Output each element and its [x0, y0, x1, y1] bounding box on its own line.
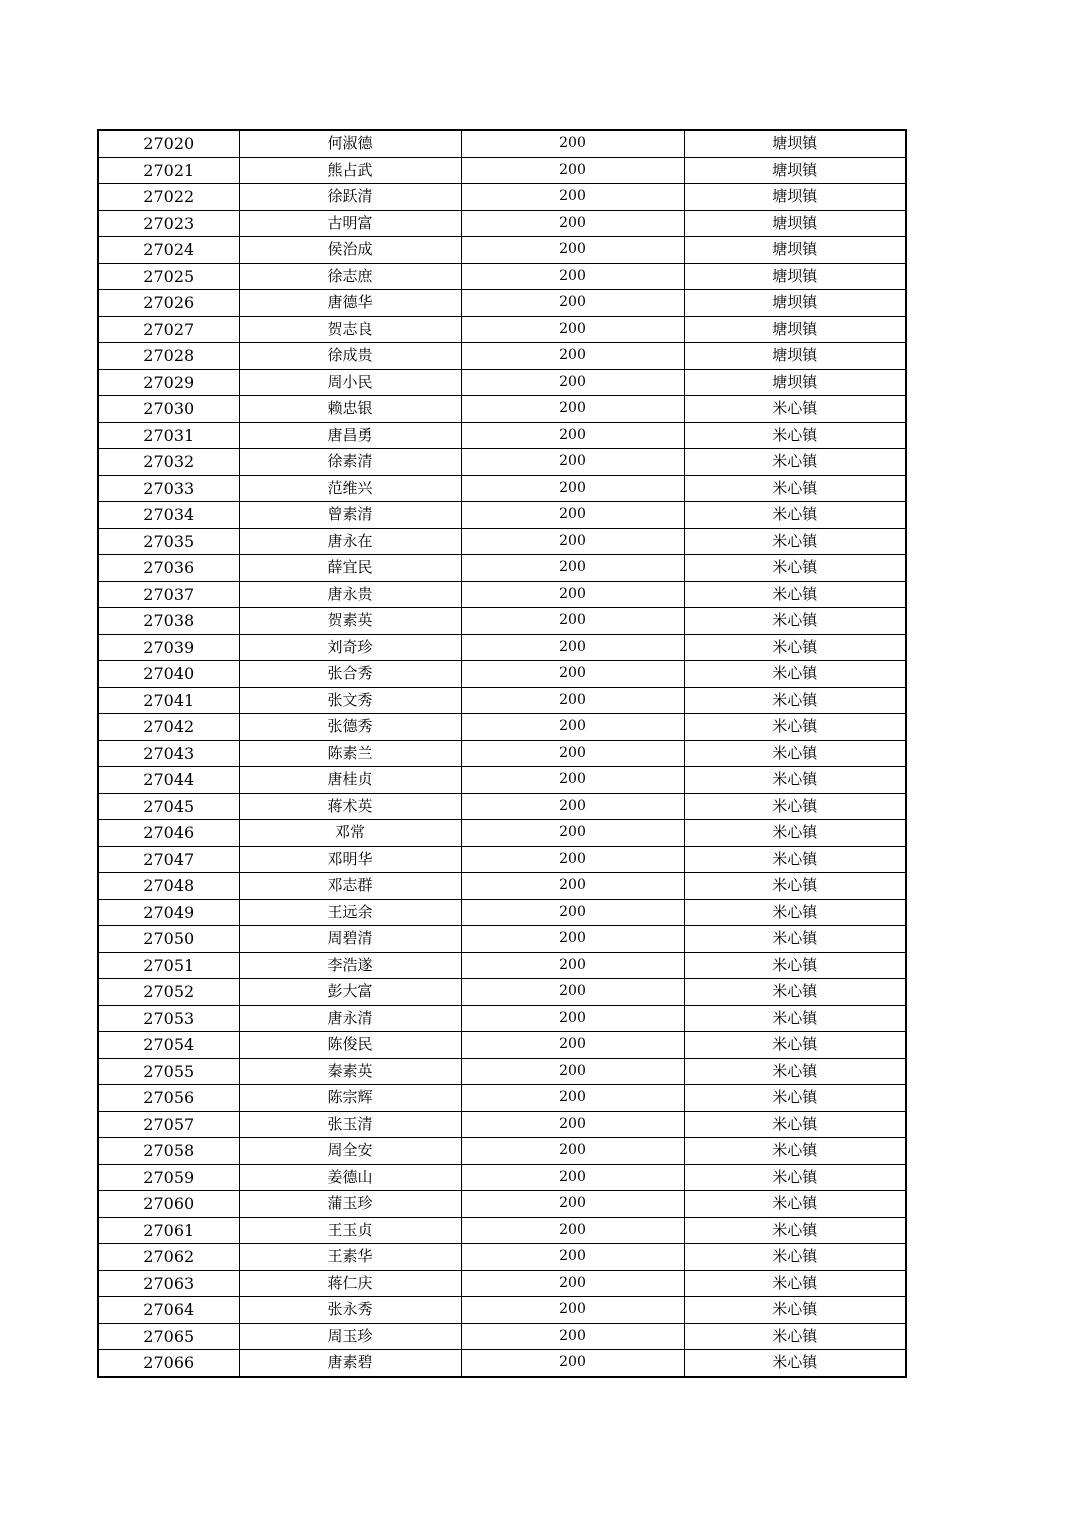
cell-amount: 200: [461, 555, 684, 582]
table-row: [98, 1085, 906, 1112]
cell-town: 塘坝镇: [684, 290, 906, 317]
cell-amount: 200: [461, 714, 684, 741]
cell-amount: 200: [461, 1217, 684, 1244]
cell-town: 米心镇: [684, 687, 906, 714]
cell-amount: 200: [461, 1350, 684, 1377]
cell-amount: 200: [461, 449, 684, 476]
cell-id: 27049: [98, 899, 239, 926]
cell-amount: 200: [461, 1005, 684, 1032]
cell-amount: 200: [461, 687, 684, 714]
table-row: [98, 130, 906, 157]
cell-id: 27026: [98, 290, 239, 317]
cell-amount: 200: [461, 740, 684, 767]
cell-name: 唐永清: [239, 1005, 461, 1032]
cell-id: 27021: [98, 157, 239, 184]
cell-name: 张德秀: [239, 714, 461, 741]
cell-name: 秦素英: [239, 1058, 461, 1085]
table-row: [98, 581, 906, 608]
cell-name: 唐素碧: [239, 1350, 461, 1377]
cell-amount: 200: [461, 846, 684, 873]
cell-name: 何淑德: [239, 130, 461, 157]
cell-town: 米心镇: [684, 1085, 906, 1112]
cell-name: 古明富: [239, 210, 461, 237]
cell-town: 米心镇: [684, 714, 906, 741]
cell-amount: 200: [461, 1270, 684, 1297]
cell-name: 王远余: [239, 899, 461, 926]
cell-id: 27059: [98, 1164, 239, 1191]
table-row: [98, 1244, 906, 1271]
table-row: [98, 820, 906, 847]
cell-id: 27039: [98, 634, 239, 661]
cell-name: 范维兴: [239, 475, 461, 502]
cell-amount: 200: [461, 237, 684, 264]
cell-id: 27052: [98, 979, 239, 1006]
cell-town: 米心镇: [684, 740, 906, 767]
cell-amount: 200: [461, 369, 684, 396]
cell-name: 王素华: [239, 1244, 461, 1271]
cell-amount: 200: [461, 979, 684, 1006]
cell-town: 米心镇: [684, 581, 906, 608]
table-body: [98, 130, 906, 1377]
cell-town: 塘坝镇: [684, 369, 906, 396]
cell-amount: 200: [461, 316, 684, 343]
cell-town: 米心镇: [684, 952, 906, 979]
cell-name: 曾素清: [239, 502, 461, 529]
table-row: [98, 1297, 906, 1324]
cell-id: 27027: [98, 316, 239, 343]
cell-town: 米心镇: [684, 899, 906, 926]
table-row: [98, 422, 906, 449]
cell-id: 27066: [98, 1350, 239, 1377]
cell-amount: 200: [461, 899, 684, 926]
cell-id: 27063: [98, 1270, 239, 1297]
table-row: [98, 1270, 906, 1297]
table-row: [98, 899, 906, 926]
cell-amount: 200: [461, 634, 684, 661]
cell-id: 27037: [98, 581, 239, 608]
cell-name: 赖忠银: [239, 396, 461, 423]
table-row: [98, 979, 906, 1006]
table-row: [98, 396, 906, 423]
cell-town: 塘坝镇: [684, 316, 906, 343]
cell-town: 米心镇: [684, 979, 906, 1006]
table-row: [98, 846, 906, 873]
cell-id: 27029: [98, 369, 239, 396]
cell-town: 米心镇: [684, 926, 906, 953]
cell-name: 贺志良: [239, 316, 461, 343]
cell-amount: 200: [461, 793, 684, 820]
cell-amount: 200: [461, 528, 684, 555]
cell-name: 蒋术英: [239, 793, 461, 820]
cell-id: 27058: [98, 1138, 239, 1165]
cell-name: 贺素英: [239, 608, 461, 635]
cell-name: 徐素清: [239, 449, 461, 476]
cell-name: 邓明华: [239, 846, 461, 873]
table-row: [98, 634, 906, 661]
table-row: [98, 528, 906, 555]
cell-town: 塘坝镇: [684, 210, 906, 237]
cell-name: 徐成贵: [239, 343, 461, 370]
cell-id: 27024: [98, 237, 239, 264]
cell-name: 张文秀: [239, 687, 461, 714]
cell-id: 27055: [98, 1058, 239, 1085]
cell-town: 米心镇: [684, 1005, 906, 1032]
cell-amount: 200: [461, 290, 684, 317]
cell-amount: 200: [461, 1032, 684, 1059]
cell-name: 徐跃清: [239, 184, 461, 211]
cell-amount: 200: [461, 130, 684, 157]
cell-amount: 200: [461, 873, 684, 900]
cell-id: 27025: [98, 263, 239, 290]
cell-id: 27031: [98, 422, 239, 449]
table-row: [98, 661, 906, 688]
cell-town: 米心镇: [684, 661, 906, 688]
table-row: [98, 263, 906, 290]
cell-town: 米心镇: [684, 449, 906, 476]
cell-town: 米心镇: [684, 1323, 906, 1350]
cell-town: 米心镇: [684, 1111, 906, 1138]
cell-town: 米心镇: [684, 502, 906, 529]
cell-id: 27056: [98, 1085, 239, 1112]
cell-amount: 200: [461, 157, 684, 184]
cell-id: 27034: [98, 502, 239, 529]
table-row: [98, 767, 906, 794]
table-row: [98, 1005, 906, 1032]
cell-town: 米心镇: [684, 820, 906, 847]
cell-town: 米心镇: [684, 1270, 906, 1297]
cell-id: 27051: [98, 952, 239, 979]
cell-name: 邓常: [239, 820, 461, 847]
cell-id: 27043: [98, 740, 239, 767]
cell-name: 王玉贞: [239, 1217, 461, 1244]
cell-town: 塘坝镇: [684, 343, 906, 370]
cell-name: 刘奇珍: [239, 634, 461, 661]
cell-amount: 200: [461, 1191, 684, 1218]
cell-town: 米心镇: [684, 634, 906, 661]
cell-amount: 200: [461, 1244, 684, 1271]
cell-amount: 200: [461, 581, 684, 608]
cell-id: 27030: [98, 396, 239, 423]
cell-town: 米心镇: [684, 1297, 906, 1324]
cell-town: 米心镇: [684, 1191, 906, 1218]
cell-town: 塘坝镇: [684, 157, 906, 184]
table-row: [98, 157, 906, 184]
cell-town: 米心镇: [684, 793, 906, 820]
table-row: [98, 608, 906, 635]
table-row: [98, 343, 906, 370]
cell-town: 塘坝镇: [684, 130, 906, 157]
table-row: [98, 449, 906, 476]
cell-amount: 200: [461, 1111, 684, 1138]
cell-town: 米心镇: [684, 1164, 906, 1191]
cell-name: 陈俊民: [239, 1032, 461, 1059]
cell-id: 27060: [98, 1191, 239, 1218]
cell-name: 薛宜民: [239, 555, 461, 582]
cell-id: 27038: [98, 608, 239, 635]
cell-id: 27057: [98, 1111, 239, 1138]
cell-name: 周全安: [239, 1138, 461, 1165]
cell-amount: 200: [461, 1323, 684, 1350]
cell-name: 唐德华: [239, 290, 461, 317]
table-row: [98, 1111, 906, 1138]
table-row: [98, 1138, 906, 1165]
cell-amount: 200: [461, 184, 684, 211]
cell-town: 米心镇: [684, 1032, 906, 1059]
table-row: [98, 1217, 906, 1244]
cell-name: 张永秀: [239, 1297, 461, 1324]
table-row: [98, 555, 906, 582]
cell-amount: 200: [461, 263, 684, 290]
table-row: [98, 740, 906, 767]
cell-name: 周小民: [239, 369, 461, 396]
cell-id: 27035: [98, 528, 239, 555]
cell-name: 张合秀: [239, 661, 461, 688]
cell-town: 米心镇: [684, 528, 906, 555]
cell-id: 27062: [98, 1244, 239, 1271]
cell-id: 27028: [98, 343, 239, 370]
cell-town: 米心镇: [684, 396, 906, 423]
table-row: [98, 184, 906, 211]
cell-name: 周碧清: [239, 926, 461, 953]
cell-town: 米心镇: [684, 555, 906, 582]
cell-name: 陈宗辉: [239, 1085, 461, 1112]
cell-amount: 200: [461, 1138, 684, 1165]
cell-name: 蒋仁庆: [239, 1270, 461, 1297]
cell-town: 米心镇: [684, 1244, 906, 1271]
cell-id: 27044: [98, 767, 239, 794]
cell-town: 米心镇: [684, 1138, 906, 1165]
cell-amount: 200: [461, 820, 684, 847]
cell-name: 彭大富: [239, 979, 461, 1006]
cell-town: 米心镇: [684, 422, 906, 449]
cell-amount: 200: [461, 502, 684, 529]
table-row: [98, 1350, 906, 1377]
table-row: [98, 873, 906, 900]
cell-name: 唐昌勇: [239, 422, 461, 449]
cell-amount: 200: [461, 767, 684, 794]
cell-id: 27064: [98, 1297, 239, 1324]
cell-name: 徐志庶: [239, 263, 461, 290]
table-row: [98, 210, 906, 237]
table-row: [98, 475, 906, 502]
table-row: [98, 1191, 906, 1218]
cell-id: 27061: [98, 1217, 239, 1244]
cell-town: 米心镇: [684, 873, 906, 900]
cell-id: 27045: [98, 793, 239, 820]
cell-id: 27023: [98, 210, 239, 237]
cell-town: 米心镇: [684, 608, 906, 635]
cell-name: 陈素兰: [239, 740, 461, 767]
table-row: [98, 714, 906, 741]
table-row: [98, 1058, 906, 1085]
cell-amount: 200: [461, 475, 684, 502]
table-row: [98, 926, 906, 953]
cell-town: 米心镇: [684, 767, 906, 794]
cell-id: 27022: [98, 184, 239, 211]
cell-name: 唐桂贞: [239, 767, 461, 794]
cell-amount: 200: [461, 952, 684, 979]
cell-id: 27040: [98, 661, 239, 688]
cell-name: 邓志群: [239, 873, 461, 900]
table-row: [98, 369, 906, 396]
cell-name: 周玉珍: [239, 1323, 461, 1350]
cell-town: 米心镇: [684, 1217, 906, 1244]
cell-amount: 200: [461, 926, 684, 953]
cell-town: 米心镇: [684, 1058, 906, 1085]
data-table: [97, 129, 907, 1378]
table-row: [98, 952, 906, 979]
cell-town: 米心镇: [684, 475, 906, 502]
table-row: [98, 1032, 906, 1059]
cell-amount: 200: [461, 661, 684, 688]
table-row: [98, 290, 906, 317]
cell-name: 唐永在: [239, 528, 461, 555]
cell-amount: 200: [461, 1297, 684, 1324]
table-row: [98, 687, 906, 714]
table-row: [98, 1164, 906, 1191]
table-row: [98, 237, 906, 264]
cell-amount: 200: [461, 343, 684, 370]
cell-name: 侯治成: [239, 237, 461, 264]
cell-name: 姜德山: [239, 1164, 461, 1191]
cell-town: 米心镇: [684, 1350, 906, 1377]
cell-id: 27042: [98, 714, 239, 741]
cell-id: 27054: [98, 1032, 239, 1059]
cell-id: 27065: [98, 1323, 239, 1350]
cell-id: 27033: [98, 475, 239, 502]
cell-name: 唐永贵: [239, 581, 461, 608]
cell-amount: 200: [461, 422, 684, 449]
cell-amount: 200: [461, 396, 684, 423]
cell-id: 27041: [98, 687, 239, 714]
cell-town: 塘坝镇: [684, 237, 906, 264]
cell-id: 27032: [98, 449, 239, 476]
cell-amount: 200: [461, 1164, 684, 1191]
cell-id: 27053: [98, 1005, 239, 1032]
table-row: [98, 793, 906, 820]
table-row: [98, 316, 906, 343]
cell-id: 27036: [98, 555, 239, 582]
cell-name: 李浩遂: [239, 952, 461, 979]
cell-id: 27048: [98, 873, 239, 900]
cell-amount: 200: [461, 1058, 684, 1085]
cell-amount: 200: [461, 1085, 684, 1112]
cell-name: 蒲玉珍: [239, 1191, 461, 1218]
table-row: [98, 502, 906, 529]
cell-id: 27020: [98, 130, 239, 157]
cell-town: 塘坝镇: [684, 263, 906, 290]
cell-amount: 200: [461, 608, 684, 635]
cell-id: 27046: [98, 820, 239, 847]
cell-amount: 200: [461, 210, 684, 237]
cell-town: 塘坝镇: [684, 184, 906, 211]
cell-name: 张玉清: [239, 1111, 461, 1138]
cell-id: 27047: [98, 846, 239, 873]
cell-id: 27050: [98, 926, 239, 953]
table-row: [98, 1323, 906, 1350]
cell-name: 熊占武: [239, 157, 461, 184]
cell-town: 米心镇: [684, 846, 906, 873]
